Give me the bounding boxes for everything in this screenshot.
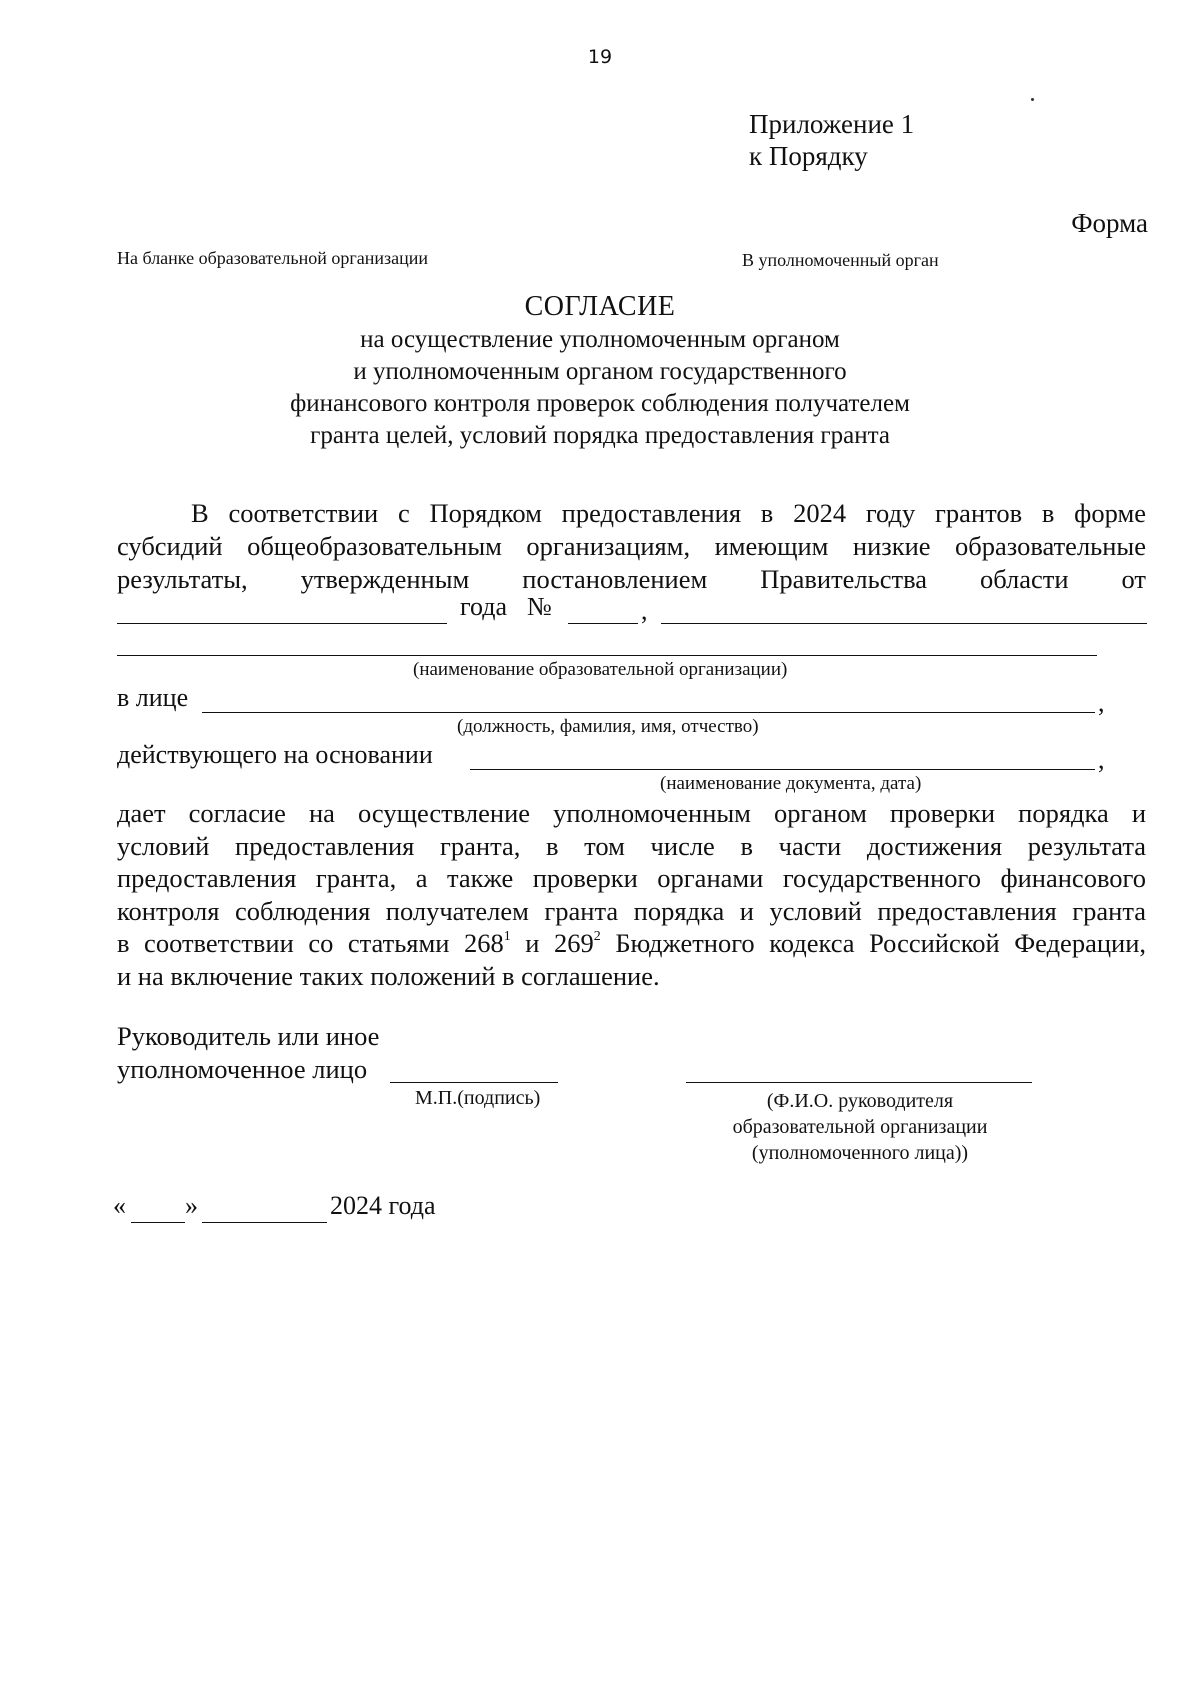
consent-text: Бюджетного кодекса Российской Федерации, <box>600 928 1147 958</box>
intro-paragraph <box>117 530 1146 595</box>
person-label: в лице <box>117 683 189 712</box>
subtitle-line: гранта целей, условий порядка предоставления гранта <box>310 422 890 449</box>
intro-line: В соответствии с Порядком предоставления в 2024 году грантов в форме <box>191 498 1146 528</box>
fio-blank-line[interactable] <box>686 1082 1032 1083</box>
number-sign: № <box>527 592 552 621</box>
intro-line: результаты, утвержденным постановлением Правительства области от <box>117 563 1146 594</box>
document-title: СОГЛАСИЕ <box>524 291 676 322</box>
basis-blank-line[interactable] <box>470 769 1095 770</box>
signature-caption: М.П.(подпись) <box>415 1087 541 1109</box>
consent-paragraph <box>117 797 1146 992</box>
consent-line: предоставления гранта, а также проверки органами государственного финансового <box>117 863 1146 893</box>
person-comma: , <box>1098 688 1105 717</box>
date-open-quote: « <box>113 1191 126 1220</box>
subtitle-line: на осуществление уполномоченным органом <box>360 326 840 353</box>
consent-line: и на включение таких положений в соглашение. <box>117 960 660 991</box>
appendix-reference <box>749 108 914 172</box>
page-number: 19 <box>587 46 613 68</box>
header-right: В уполномоченный орган <box>742 250 939 270</box>
consent-text: в соответствии со статьями 268 <box>117 928 504 958</box>
consent-line: условий предоставления гранта, в том числе в части достижения результата <box>117 830 1146 861</box>
form-label: Форма <box>1071 208 1148 238</box>
consent-text: и 269 <box>510 928 594 958</box>
intro-paragraph <box>117 497 1146 530</box>
person-caption: (должность, фамилия, имя, отчество) <box>457 716 759 737</box>
basis-caption: (наименование документа, дата) <box>660 773 922 794</box>
consent-line: контроля соблюдения получателем гранта порядка и условий предоставления гранта <box>117 895 1146 926</box>
subtitle-line: финансового контроля проверок соблюдения получателем <box>290 390 910 417</box>
org-name-blank-line[interactable] <box>661 623 1147 624</box>
person-blank-line[interactable] <box>202 712 1095 713</box>
consent-line-with-articles <box>117 927 1146 960</box>
subtitle-line: и уполномоченным органом государственного <box>353 358 847 385</box>
fio-caption-line: образовательной организации <box>732 1116 988 1138</box>
appendix-line-1: Приложение 1 <box>749 109 915 139</box>
appendix-line-2: к Порядку <box>749 141 868 171</box>
signatory-line-1: Руководитель или иное <box>117 1021 380 1051</box>
signature-blank-line[interactable] <box>390 1082 558 1083</box>
consent-line: дает согласие на осуществление уполномоченным органом проверки порядка и <box>117 798 1146 828</box>
article-superscript: 1 <box>503 929 511 944</box>
year-word: года <box>460 592 508 621</box>
signatory-line-2: уполномоченное лицо <box>117 1054 368 1084</box>
date-year: 2024 года <box>330 1191 436 1220</box>
day-blank-line[interactable] <box>131 1222 185 1223</box>
org-caption: (наименование образовательной организации) <box>413 659 788 680</box>
month-blank-line[interactable] <box>202 1222 327 1223</box>
fio-caption-line: (уполномоченного лица)) <box>751 1142 969 1164</box>
signatory-block <box>117 1020 379 1086</box>
fio-caption-line: (Ф.И.О. руководителя <box>766 1090 954 1112</box>
header-left: На бланке образовательной организации <box>117 248 428 268</box>
number-blank-line[interactable] <box>568 623 638 624</box>
date-blank-line[interactable] <box>117 623 447 624</box>
basis-comma: , <box>1098 745 1105 774</box>
intro-line: субсидий общеобразовательным организациям, имеющим низкие образовательные <box>117 531 1146 561</box>
org-name-blank-line-2[interactable] <box>117 655 1097 656</box>
scan-speck <box>1031 98 1034 101</box>
document-title-block <box>0 290 1200 452</box>
basis-label: действующего на основании <box>117 740 433 769</box>
date-line-comma: , <box>641 596 648 625</box>
article-superscript: 2 <box>593 929 601 944</box>
fio-caption <box>680 1088 1040 1166</box>
date-close-quote: » <box>185 1191 198 1220</box>
